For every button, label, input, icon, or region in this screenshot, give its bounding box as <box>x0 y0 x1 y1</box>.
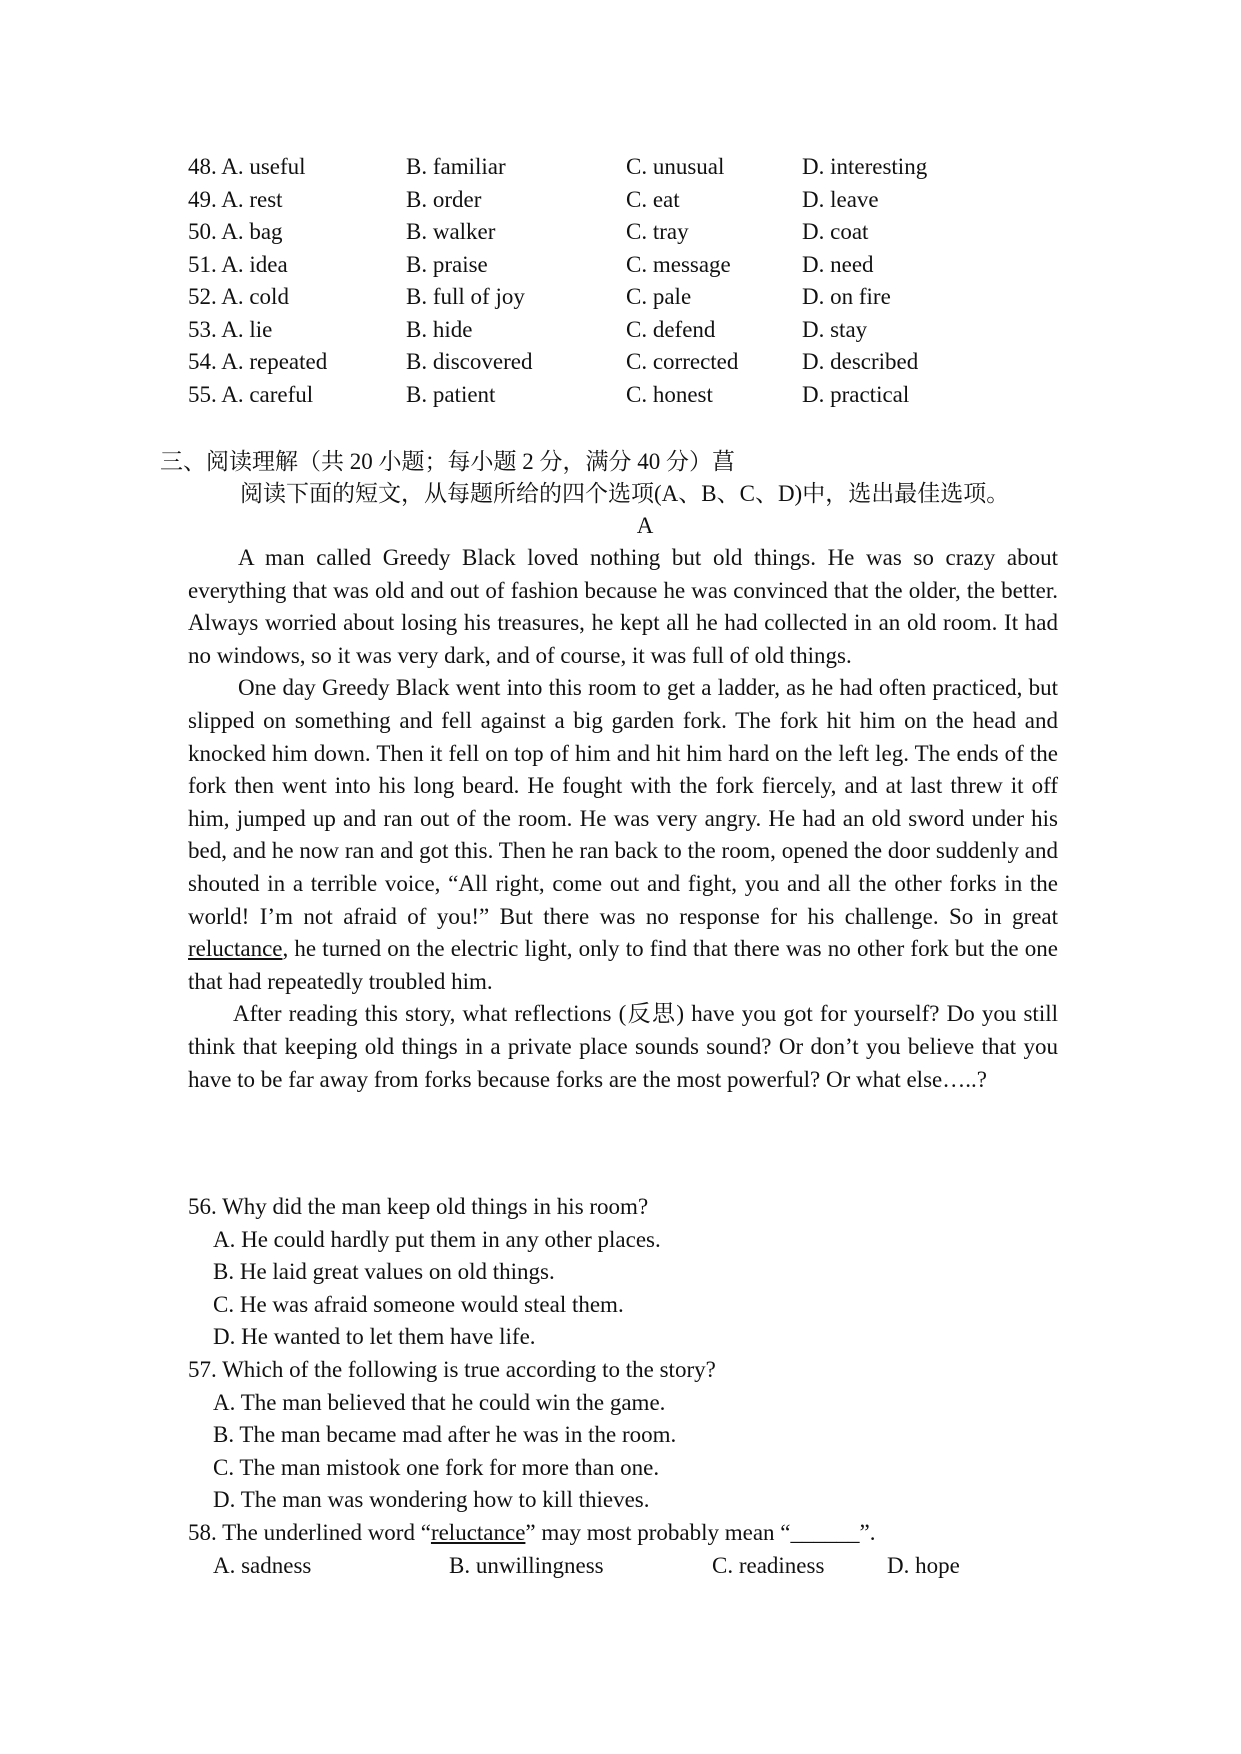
passage-paragraph-2 <box>188 672 1058 998</box>
option-b: B. praise <box>406 251 488 277</box>
cloze-options-table <box>188 151 1068 411</box>
option-d: D. need <box>802 251 874 277</box>
option-c: C. tray <box>626 219 689 244</box>
option-c: C. pale <box>626 284 692 309</box>
option-c: C. honest <box>626 381 713 407</box>
underlined-word: reluctance <box>430 1519 526 1545</box>
passage-label: A <box>636 513 654 538</box>
option-d: D. on fire <box>802 284 891 309</box>
question-58-option-a: A. sadness <box>213 1552 312 1578</box>
option-b: B. hide <box>406 316 473 342</box>
question-56-stem: 56. Why did the man keep old things in his room? <box>188 1194 649 1219</box>
option-b: B. full of joy <box>406 284 525 309</box>
reading-passage <box>188 542 1058 1096</box>
paragraph-text: , he turned on the electric light, only to find that there was no other fork but the one that had repeatedly troubled him. <box>188 936 1058 994</box>
option-d: D. leave <box>802 186 879 212</box>
question-56-option-a: A. He could hardly put them in any other places. <box>213 1226 661 1252</box>
section-title: 三、阅读理解（共 20 小题；每小题 2 分，满分 40 分）菖 <box>160 449 735 474</box>
section-instruction: 阅读下面的短文，从每题所给的四个选项(A、B、C、D)中，选出最佳选项。 <box>240 481 1010 506</box>
option-d: D. practical <box>802 381 910 407</box>
cloze-row-54 <box>188 346 1068 379</box>
option-a: 53. A. lie <box>188 316 273 342</box>
option-c: C. message <box>626 251 731 277</box>
cloze-row-53 <box>188 314 1068 347</box>
option-a: 48. A. useful <box>188 154 306 179</box>
cloze-row-55 <box>188 379 1068 412</box>
option-b: B. patient <box>406 381 496 407</box>
cloze-row-48 <box>188 151 1068 184</box>
cloze-row-51 <box>188 249 1068 282</box>
option-b: B. discovered <box>406 349 533 374</box>
stem-text: 58. The underlined word “ <box>188 1519 431 1545</box>
option-c: C. unusual <box>626 154 725 179</box>
cloze-row-49 <box>188 184 1068 217</box>
option-a: 52. A. cold <box>188 284 289 309</box>
question-57-option-d: D. The man was wondering how to kill thieves. <box>213 1487 650 1513</box>
option-a: 50. A. bag <box>188 219 283 244</box>
stem-text: ” may most probably mean “______”. <box>525 1519 876 1545</box>
question-58-stem <box>188 1517 1088 1550</box>
question-57-option-c: C. The man mistook one fork for more than one. <box>213 1454 660 1480</box>
option-b: B. familiar <box>406 154 506 179</box>
cloze-row-50 <box>188 216 1068 249</box>
question-56-option-b: B. He laid great values on old things. <box>213 1259 555 1285</box>
question-56-option-d: D. He wanted to let them have life. <box>213 1324 536 1350</box>
option-d: D. coat <box>802 219 869 244</box>
passage-paragraph-3: After reading this story, what reflections (反思) have you got for yourself? Do you still think that keeping old things in a private place sounds sound? Or don’t you believe that you have to be far away from forks because forks are the most powerful? Or what else…..? <box>188 1001 1058 1092</box>
option-d: D. interesting <box>802 154 928 179</box>
question-58-options <box>188 1550 1088 1583</box>
option-b: B. walker <box>406 219 496 244</box>
questions-block <box>188 1191 1088 1582</box>
option-a: 49. A. rest <box>188 186 283 212</box>
question-58-option-b: B. unwillingness <box>449 1552 604 1578</box>
option-a: 51. A. idea <box>188 251 288 277</box>
question-57-option-b: B. The man became mad after he was in the room. <box>213 1422 677 1448</box>
option-c: C. defend <box>626 316 716 342</box>
option-a: 55. A. careful <box>188 381 314 407</box>
option-d: D. described <box>802 349 919 374</box>
question-58-option-c: C. readiness <box>712 1552 825 1578</box>
underlined-word: reluctance <box>188 936 283 962</box>
option-d: D. stay <box>802 316 868 342</box>
option-a: 54. A. repeated <box>188 349 328 374</box>
paragraph-text: One day Greedy Black went into this room to get a ladder, as he had often practiced, but slipped on something and fell against a big garden fork. The fork hit him on the head and knocked him down. Then it fell on top of him and hit him hard on the left leg. The ends of the fork then went into his long beard. He fought with the fork fiercely, and at last threw it off him, jumped up and ran out of the room. He was very angry. He had an old sword under his bed, and he now ran and got this. Then he ran back to the room, opened the door suddenly and shouted in a terrible voice, “All right, come out and fight, you and all the other forks in the world! I’m not afraid of you!” But there was no response for his challenge. So in great <box>188 675 1058 929</box>
question-56-option-c: C. He was afraid someone would steal them. <box>213 1291 624 1317</box>
question-57-stem: 57. Which of the following is true according to the story? <box>188 1356 716 1382</box>
cloze-row-52 <box>188 281 1068 314</box>
passage-paragraph-1: A man called Greedy Black loved nothing but old things. He was so crazy about everything that was old and out of fashion because he was convinced that the older, the better. Always worried about losing his treasures, he kept all he had collected in an old room. It had no windows, so it was very dark, and of course, it was full of old things. <box>188 545 1058 668</box>
option-c: C. corrected <box>626 349 739 374</box>
question-58-option-d: D. hope <box>887 1552 960 1578</box>
option-b: B. order <box>406 186 482 212</box>
question-57-option-a: A. The man believed that he could win the game. <box>213 1389 666 1415</box>
option-c: C. eat <box>626 186 680 212</box>
